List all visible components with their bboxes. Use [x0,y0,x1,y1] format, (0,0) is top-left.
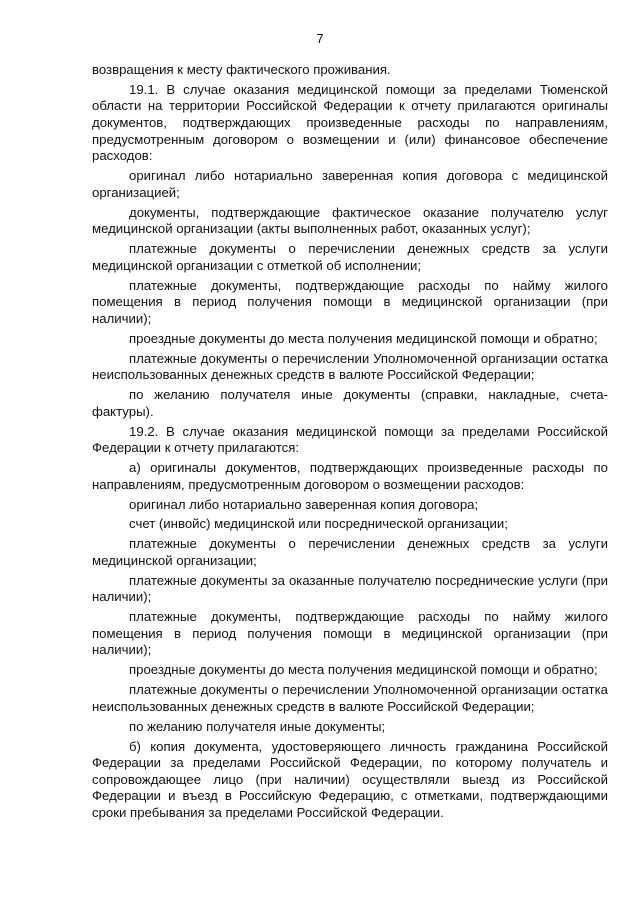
paragraph: по желанию получателя иные документы (справки, накладные, счета-фактуры). [92,387,608,419]
paragraph: проездные документы до места получения медицинской помощи и обратно; [129,330,598,346]
paragraph: 19.1. В случае оказания медицинской помощи за пределами Тюменской области на территории Российской Федерации к отчету прилагаются оригиналы документов, подтверждающих произведенные расходы по направлениям, предусмотренным договором о возмещении и (или) финансовое обеспечение расходов: [92,81,608,164]
paragraph: 19.2. В случае оказания медицинской помощи за пределами Российской Федерации к отчету прилагаются: [92,423,608,456]
paragraph: по желанию получателя иные документы; [129,718,386,734]
paragraph: б) копия документа, удостоверяющего личность гражданина Российской Федерации за пределами Российской Федерации, по которому получатель и сопровождающее лицо (при наличии) осуществляли выезд из Российской Федерации и въезд в Российскую Федерацию, с отметками, подтверждающими сроки пребывания за пределами Российской Федерации. [92,738,608,820]
paragraph: платежные документы о перечислении денежных средств за услуги медицинской организации с отметкой об исполнении; [92,241,608,273]
paragraph: а) оригиналы документов, подтверждающих произведенные расходы по направлениям, предусмотренным договором о возмещении расходов: [92,460,608,492]
document-body [92,62,608,825]
paragraph: платежные документы за оказанные получателю посреднические услуги (при наличии); [92,572,608,605]
paragraph: оригинал либо нотариально заверенная копия договора; [129,496,479,512]
paragraph: платежные документы о перечислении Уполномоченной организации остатка неиспользованных денежных средств в валюте Российской Федерации; [92,682,608,714]
paragraph: оригинал либо нотариально заверенная копия договора с медицинской организацией; [92,168,608,200]
paragraph: документы, подтверждающие фактическое оказание получателю услуг медицинской организации (акты выполненных работ, оказанных услуг); [92,204,608,237]
paragraph: платежные документы о перечислении Уполномоченной организации остатка неиспользованных денежных средств в валюте Российской Федерации; [92,350,608,383]
paragraph: проездные документы до места получения медицинской помощи и обратно; [129,662,598,678]
paragraph: счет (инвойс) медицинской или посреднической организации; [129,516,508,532]
paragraph: платежные документы, подтверждающие расходы по найму жилого помещения в период получения помощи в медицинской организации (при наличии); [92,609,608,658]
paragraph: возвращения к месту фактического проживания. [92,62,391,77]
paragraph: платежные документы, подтверждающие расходы по найму жилого помещения в период получения помощи в медицинской организации (при наличии); [92,277,608,326]
paragraph: платежные документы о перечислении денежных средств за услуги медицинской организации; [92,536,608,568]
page-number: 7 [316,31,324,46]
